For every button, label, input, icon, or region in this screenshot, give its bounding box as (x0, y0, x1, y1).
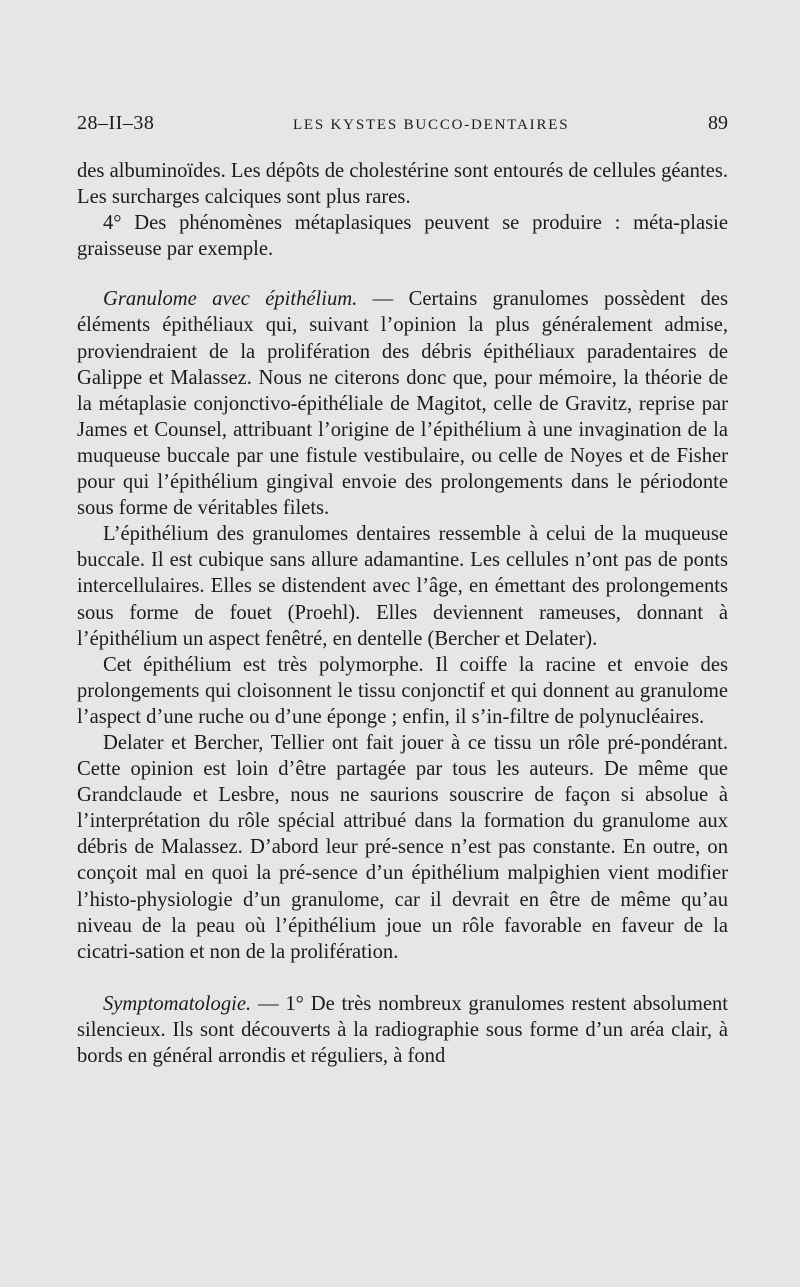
paragraph-2: 4° Des phénomènes métaplasiques peuvent se produire : méta-plasie graisseuse par exemple. (77, 212, 728, 261)
page-body (77, 158, 728, 1069)
paragraph-7-text: — 1° De très nombreux granulomes restent absolument silencieux. Ils sont découverts à la radiographie sous forme d’un aréa clair, à bords en général arrondis et réguliers, à fond (77, 992, 728, 1067)
page-number: 89 (708, 112, 728, 134)
paragraph-7 (77, 991, 728, 1069)
running-header (77, 112, 728, 142)
paragraph-5: Cet épithélium est très polymorphe. Il coiffe la racine et envoie des prolongements qui cloisonnent le tissu conjonctif et qui donnent au granulome l’aspect d’une ruche ou d’une éponge ; enfin, il s’in-filtre de polynucléaires. (77, 653, 728, 728)
paragraph-3 (77, 286, 728, 521)
paragraph-6: Delater et Bercher, Tellier ont fait jouer à ce tissu un rôle pré-pondérant. Cette opinion est loin d’être partagée par tous les auteurs. De même que Grandclaude et Lesbre, nous ne saurions souscrire de façon si absolue à l’interprétation du rôle spécial attribué dans la formation du granulome aux débris de Malassez. D’abord leur pré-sence n’est pas constante. En outre, on conçoit mal en quoi la pré-sence d’un épithélium malpighien vient modifier l’histo-physiologie d’un granulome, car il devrait en être de même qu’au niveau de la peau où l’épithélium joue un rôle favorable en faveur de la cicatri-sation et non de la prolifération. (77, 731, 728, 963)
paragraph-3-text: — Certains granulomes possèdent des éléments épithéliaux qui, suivant l’opinion la plus généralement admise, proviendraient de la prolifération des débris épithéliaux paradentaires de Galippe et Malassez. Nous ne citerons donc que, pour mémoire, la théorie de la métaplasie conjonctivo-épithéliale de Magitot, celle de Gravitz, reprise par James et Counsel, attribuant l’origine de l’épithélium à une invagination de la muqueuse buccale par une fistule vestibulaire, ou celle de Noyes et de Fisher pour qui l’épithélium gingival envoie des prolongements dans le périodonte sous forme de véritables filets. (77, 288, 728, 520)
paragraph-4: L’épithélium des granulomes dentaires ressemble à celui de la muqueuse buccale. Il est cubique sans allure adamantine. Les cellules n’ont pas de ponts intercellulaires. Elles se distendent avec l’âge, en émettant des prolongements sous forme de fouet (Proehl). Elles deviennent rameuses, donnant à l’épithélium un aspect fenêtré, en dentelle (Bercher et Delater). (77, 523, 728, 650)
header-date: 28–II–38 (77, 112, 155, 134)
paragraph-1: des albuminoïdes. Les dépôts de cholestérine sont entourés de cellules géantes. Les surcharges calciques sont plus rares. (77, 160, 728, 209)
section-heading-granulome: Granulome avec épithélium. (103, 288, 358, 311)
section-heading-symptomatologie: Symptomatologie. (103, 992, 252, 1015)
running-title: LES KYSTES BUCCO-DENTAIRES (292, 117, 570, 133)
